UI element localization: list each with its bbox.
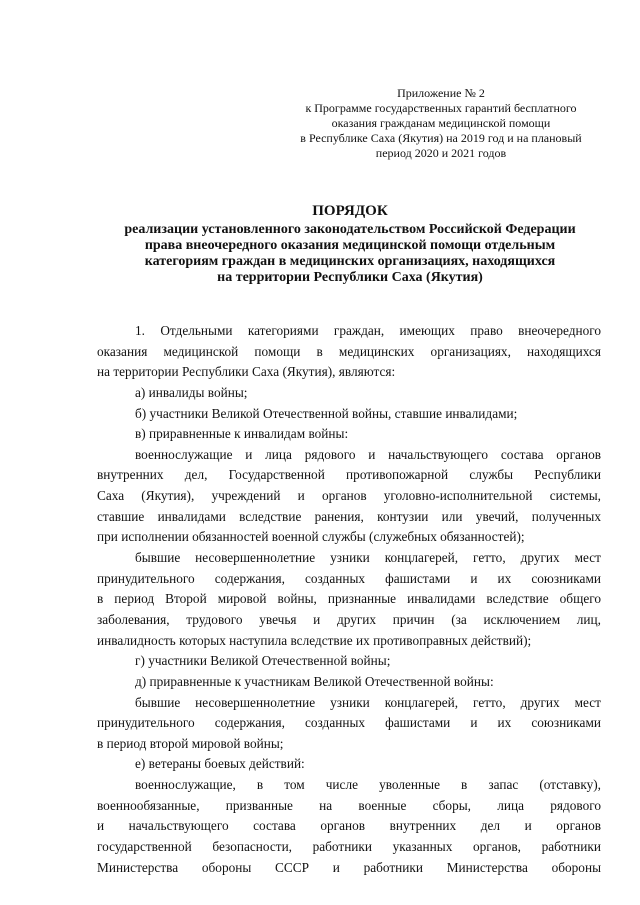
title-line: права внеочередного оказания медицинской помощи отдельным [144, 238, 556, 253]
body-line: Министерства обороны СССР и работники Министерства обороны [97, 859, 601, 875]
body-line: принудительного содержания, созданных фашистами и их союзниками [97, 715, 601, 731]
body-line: е) ветераны боевых действий: [135, 756, 305, 772]
body-line: б) участники Великой Отечественной войны, ставшие инвалидами; [135, 405, 518, 421]
body-line: заболевания, трудового увечья и других причин (за исключением лиц, [97, 611, 601, 627]
body-line: Саха (Якутия), учреждений и органов уголовно-исполнительной системы, [97, 488, 601, 504]
body-line: принудительного содержания, созданных фашистами и их союзниками [97, 570, 601, 586]
title-line: на территории Республики Саха (Якутия) [217, 270, 483, 285]
annex-line: оказания гражданам медицинской помощи [331, 116, 551, 130]
body-line: и начальствующего состава органов внутренних дел и органов [97, 818, 601, 834]
body-line: на территории Республики Саха (Якутия), являются: [97, 364, 396, 380]
body-line: бывшие несовершеннолетние узники концлагерей, гетто, других мест [135, 694, 601, 710]
body-line: внутренних дел, Государственной противопожарной службы Республики [97, 467, 601, 483]
annex-line: период 2020 и 2021 годов [375, 146, 507, 160]
body-line: д) приравненные к участникам Великой Отечественной войны: [135, 673, 494, 689]
body-line: при исполнении обязанностей военной службы (служебных обязанностей); [97, 529, 525, 545]
body-line: а) инвалиды войны; [135, 384, 248, 400]
body-line: военнообязанные, призванные на военные сборы, лица рядового [97, 797, 601, 813]
body-line: ставшие инвалидами вследствие ранения, контузии или увечий, полученных [97, 508, 601, 524]
annex-line: Приложение № 2 [397, 86, 485, 100]
annex-line: в Республике Саха (Якутия) на 2019 год и на плановый [300, 131, 582, 145]
document-body [97, 321, 601, 878]
body-line: 1. Отдельными категориями граждан, имеющих право внеочередного [135, 323, 601, 338]
title-line: реализации установленного законодательством Российской Федерации [124, 222, 576, 237]
body-line: оказания медицинской помощи в медицинских организациях, находящихся [97, 343, 601, 359]
annex-header [270, 86, 612, 161]
annex-line: к Программе государственных гарантий бесплатного [305, 101, 577, 115]
body-line: бывшие несовершеннолетние узники концлагерей, гетто, других мест [135, 550, 601, 566]
body-line: военнослужащие и лица рядового и начальствующего состава органов [135, 446, 601, 462]
body-line: в) приравненные к инвалидам войны: [135, 426, 349, 442]
body-line: г) участники Великой Отечественной войны; [135, 653, 391, 669]
body-line: в период Второй мировой войны, признанные инвалидами вследствие общего [97, 591, 601, 607]
body-line: инвалидность которых наступила вследствие их противоправных действий); [97, 632, 532, 648]
body-line: государственной безопасности, работники указанных органов, работники [97, 839, 601, 855]
title-line: категориям граждан в медицинских организациях, находящихся [144, 254, 556, 269]
body-line: в период второй мировой войны; [97, 735, 284, 751]
body-line: военнослужащие, в том числе уволенные в запас (отставку), [135, 777, 601, 793]
document-heading: ПОРЯДОК [312, 203, 388, 219]
document-title [70, 203, 630, 286]
